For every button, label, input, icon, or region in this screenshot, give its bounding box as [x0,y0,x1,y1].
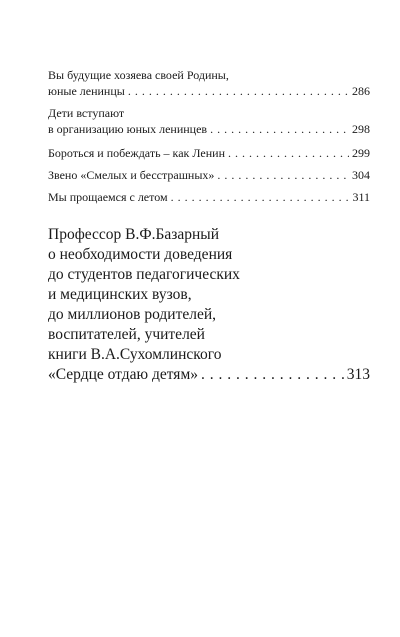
toc-big-text: до студентов педагогических [48,266,240,283]
toc-entry-4[interactable] [48,168,370,183]
toc-entry-text: Дети вступают [48,106,125,120]
toc-entry-text: Вы будущие хозяева своей Родины, [48,68,229,82]
toc-big-text: воспитателей, учителей [48,326,205,343]
toc-leader-dots [201,366,344,384]
toc-page-number: 304 [352,168,370,182]
toc-page-number: 313 [346,366,370,383]
toc-entry-3[interactable] [48,146,370,161]
toc-entry-text: Звено «Смелых и бесстрашных» [48,168,215,182]
toc-leader-dots [128,84,349,99]
toc-entry-2-line-1 [48,106,370,121]
toc-page-number: 286 [352,84,370,98]
toc-big-line-8[interactable] [48,366,370,384]
toc-entry-text: юные ленинцы [48,84,125,98]
toc-page-number: 299 [352,146,370,160]
toc-leader-dots [210,122,349,137]
toc-page-number: 298 [352,122,370,136]
toc-leader-dots [217,168,349,183]
toc-big-text: Профессор В.Ф.Базарный [48,226,220,243]
toc-entry-1-line-2[interactable] [48,84,370,99]
toc-entry-5[interactable] [48,190,370,205]
toc-page-number: 311 [352,190,370,204]
toc-entry-2-line-2[interactable] [48,122,370,137]
toc-big-line-6 [48,326,370,344]
toc-entry-text: Бороться и побеждать – как Ленин [48,146,225,160]
toc-big-text: книги В.А.Сухомлинского [48,346,222,363]
toc-entry-text: в организацию юных ленинцев [48,122,208,136]
toc-big-text: и медицинских вузов, [48,286,192,303]
toc-big-line-2 [48,246,370,264]
toc-big-line-7 [48,346,370,364]
toc-leader-dots [171,190,350,205]
toc-big-line-4 [48,286,370,304]
toc-leader-dots [228,146,349,161]
toc-big-line-1 [48,226,370,244]
toc-entry-text: Мы прощаемся с летом [48,190,168,204]
toc-big-line-5 [48,306,370,324]
toc-big-text: до миллионов родителей, [48,306,217,323]
toc-big-line-3 [48,266,370,284]
toc-entry-1-line-1 [48,68,370,83]
toc-big-text: «Сердце отдаю детям» [48,366,198,383]
toc-big-text: о необходимости доведения [48,246,233,263]
